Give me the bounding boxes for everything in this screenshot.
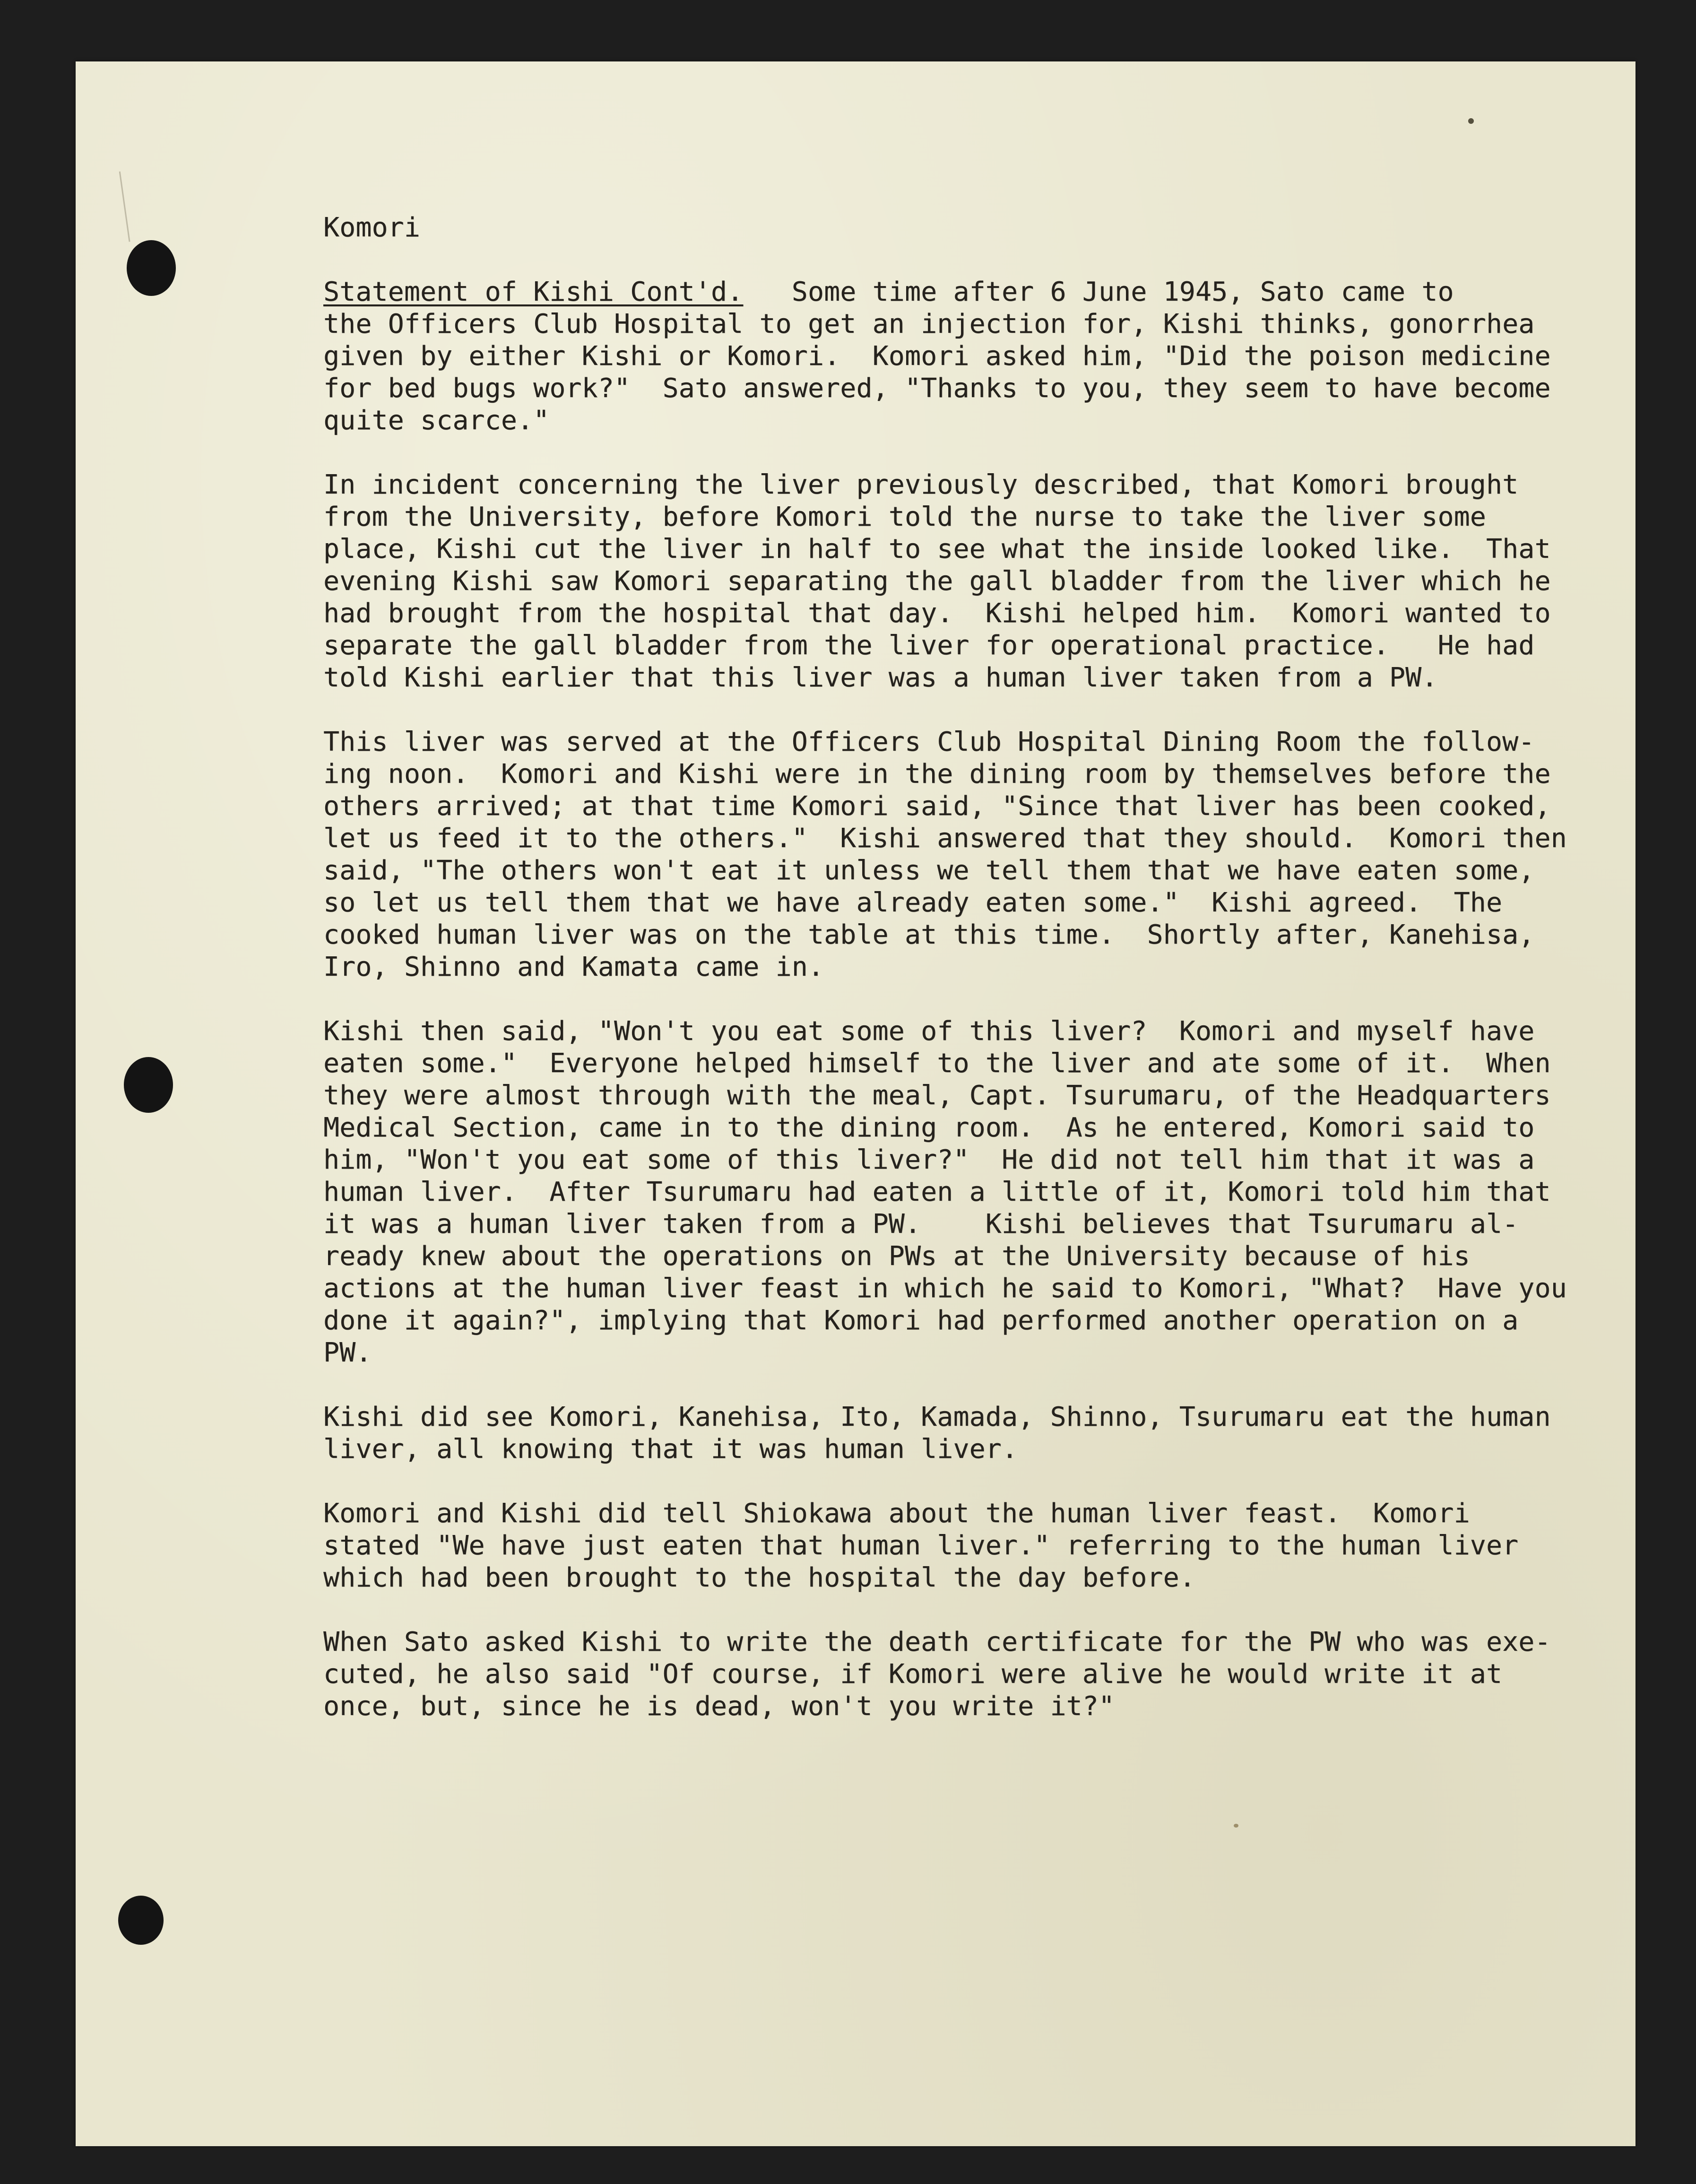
text-line: ready knew about the operations on PWs at the University because of his [323,1241,1470,1272]
text-line: others arrived; at that time Komori said, "Since that liver has been cooked, [323,791,1551,822]
text-line: from the University, before Komori told the nurse to take the liver some [323,502,1486,532]
text-line: ing noon. Komori and Kishi were in the dining room by themselves before the [323,759,1551,789]
text-line: Medical Section, came in to the dining room. As he entered, Komori said to [323,1112,1535,1143]
text-line: cooked human liver was on the table at this time. Shortly after, Kanehisa, [323,919,1535,950]
text-line: liver, all knowing that it was human liver. [323,1434,1018,1465]
text-line-fragment: Some time after 6 June 1945, Sato came to [743,277,1454,307]
text-line: said, "The others won't eat it unless we tell them that we have eaten some, [323,855,1535,886]
text-line: the Officers Club Hospital to get an injection for, Kishi thinks, gonorrhea [323,309,1535,339]
text-line: told Kishi earlier that this liver was a human liver taken from a PW. [323,662,1438,693]
text-line: which had been brought to the hospital the day before. [323,1562,1195,1593]
text-line: it was a human liver taken from a PW. Kishi believes that Tsurumaru al- [323,1209,1519,1239]
text-line: let us feed it to the others." Kishi answered that they should. Komori then [323,823,1567,854]
ink-speck [1468,118,1474,124]
punch-hole-middle [124,1057,173,1113]
text-line: evening Kishi saw Komori separating the gall bladder from the liver which he [323,566,1551,597]
punch-hole-top [127,240,176,296]
statement-heading: Statement of Kishi Cont'd. [323,277,744,307]
text-line: quite scarce." [323,405,550,436]
text-line: for bed bugs work?" Sato answered, "Thanks to you, they seem to have become [323,373,1551,404]
punch-hole-bottom [118,1896,164,1945]
text-line: When Sato asked Kishi to write the death certificate for the PW who was exe- [323,1627,1551,1657]
text-line: place, Kishi cut the liver in half to see what the inside looked like. That [323,534,1551,564]
text-line: stated "We have just eaten that human liver." referring to the human liver [323,1530,1519,1561]
typed-text-body [323,212,1618,1723]
text-line: In incident concerning the liver previously described, that Komori brought [323,469,1519,500]
text-line: PW. [323,1337,372,1368]
paper-speck [1234,1824,1238,1828]
text-line: eaten some." Everyone helped himself to the liver and ate some of it. When [323,1048,1551,1079]
text-line: actions at the human liver feast in which he said to Komori, "What? Have you [323,1273,1567,1304]
text-line: Kishi did see Komori, Kanehisa, Ito, Kamada, Shinno, Tsurumaru eat the human [323,1402,1551,1432]
text-line: they were almost through with the meal, Capt. Tsurumaru, of the Headquarters [323,1080,1551,1111]
text-line: Komori and Kishi did tell Shiokawa about the human liver feast. Komori [323,1498,1470,1529]
text-line: given by either Kishi or Komori. Komori asked him, "Did the poison medicine [323,341,1551,372]
text-line: Kishi then said, "Won't you eat some of this liver? Komori and myself have [323,1016,1535,1047]
text-line: once, but, since he is dead, won't you write it?" [323,1691,1115,1722]
text-line: him, "Won't you eat some of this liver?" He did not tell him that it was a [323,1144,1535,1175]
text-line: This liver was served at the Officers Club Hospital Dining Room the follow- [323,727,1535,757]
text-line [323,276,1618,308]
text-line: separate the gall bladder from the liver for operational practice. He had [323,630,1535,661]
text-line: Iro, Shinno and Kamata came in. [323,952,824,982]
text-line: so let us tell them that we have already eaten some." Kishi agreed. The [323,887,1503,918]
document-title: Komori [323,212,420,243]
text-line: done it again?", implying that Komori had performed another operation on a [323,1305,1519,1336]
text-line: had brought from the hospital that day. Kishi helped him. Komori wanted to [323,598,1551,629]
text-line: cuted, he also said "Of course, if Komori were alive he would write it at [323,1659,1503,1690]
text-line: human liver. After Tsurumaru had eaten a little of it, Komori told him that [323,1177,1551,1207]
